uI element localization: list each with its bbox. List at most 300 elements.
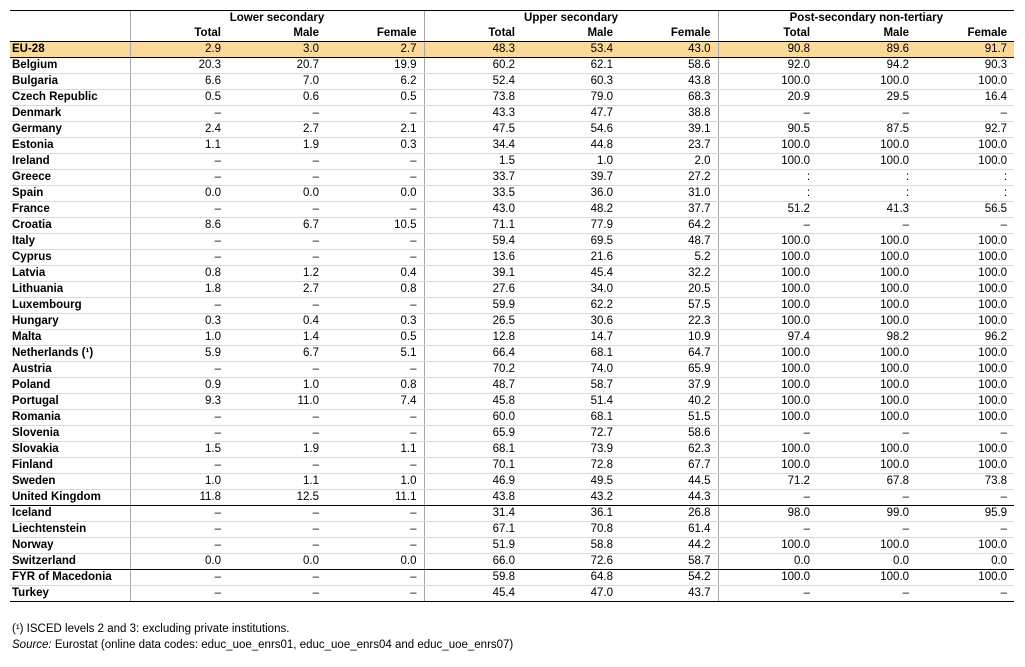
value-cell: 11.0 xyxy=(228,394,326,410)
value-cell: – xyxy=(718,426,817,442)
value-cell: 6.7 xyxy=(228,346,326,362)
value-cell: – xyxy=(228,170,326,186)
country-label: Norway xyxy=(10,538,130,554)
value-cell: 20.3 xyxy=(130,58,228,74)
value-cell: 27.6 xyxy=(424,282,522,298)
value-cell: – xyxy=(817,522,916,538)
value-cell: – xyxy=(817,106,916,122)
value-cell: 100.0 xyxy=(916,570,1014,586)
country-label: Liechtenstein xyxy=(10,522,130,538)
value-cell: 12.5 xyxy=(228,490,326,506)
value-cell: 44.3 xyxy=(620,490,718,506)
value-cell: 6.7 xyxy=(228,218,326,234)
value-cell: 10.9 xyxy=(620,330,718,346)
value-cell: 100.0 xyxy=(718,74,817,90)
corner-cell xyxy=(10,11,130,27)
value-cell: – xyxy=(718,490,817,506)
value-cell: 64.2 xyxy=(620,218,718,234)
country-label: Estonia xyxy=(10,138,130,154)
value-cell: 26.5 xyxy=(424,314,522,330)
value-cell: – xyxy=(916,106,1014,122)
country-label: Iceland xyxy=(10,506,130,522)
table-row xyxy=(10,394,1014,410)
value-cell: 0.0 xyxy=(130,554,228,570)
country-label: Czech Republic xyxy=(10,90,130,106)
value-cell: 45.8 xyxy=(424,394,522,410)
value-cell: 67.7 xyxy=(620,458,718,474)
value-cell: 43.8 xyxy=(620,74,718,90)
table-row xyxy=(10,346,1014,362)
value-cell: 8.6 xyxy=(130,218,228,234)
country-label: Cyprus xyxy=(10,250,130,266)
country-label: Bulgaria xyxy=(10,74,130,90)
value-cell: 100.0 xyxy=(817,74,916,90)
source-label: Source: xyxy=(12,639,52,651)
value-cell: 0.0 xyxy=(130,186,228,202)
value-cell: 38.8 xyxy=(620,106,718,122)
value-cell: 43.8 xyxy=(424,490,522,506)
value-cell: : xyxy=(718,170,817,186)
value-cell: 100.0 xyxy=(916,394,1014,410)
value-cell: 100.0 xyxy=(916,346,1014,362)
value-cell: 0.8 xyxy=(130,266,228,282)
value-cell: – xyxy=(326,362,424,378)
value-cell: 100.0 xyxy=(817,346,916,362)
country-label: United Kingdom xyxy=(10,490,130,506)
value-cell: 54.2 xyxy=(620,570,718,586)
table-row xyxy=(10,378,1014,394)
table-row xyxy=(10,250,1014,266)
value-cell: – xyxy=(326,538,424,554)
value-cell: 1.9 xyxy=(228,138,326,154)
value-cell: 100.0 xyxy=(718,442,817,458)
value-cell: 77.9 xyxy=(522,218,620,234)
col-header-female: Female xyxy=(916,26,1014,42)
value-cell: 100.0 xyxy=(916,74,1014,90)
value-cell: 64.7 xyxy=(620,346,718,362)
country-label: Turkey xyxy=(10,586,130,602)
value-cell: – xyxy=(326,154,424,170)
value-cell: 92.0 xyxy=(718,58,817,74)
value-cell: 20.7 xyxy=(228,58,326,74)
value-cell: 26.8 xyxy=(620,506,718,522)
table-row xyxy=(10,218,1014,234)
value-cell: 100.0 xyxy=(916,410,1014,426)
value-cell: – xyxy=(326,426,424,442)
value-cell: 1.0 xyxy=(130,474,228,490)
value-cell: 68.3 xyxy=(620,90,718,106)
table-row xyxy=(10,266,1014,282)
value-cell: – xyxy=(130,202,228,218)
value-cell: 47.0 xyxy=(522,586,620,602)
table-row xyxy=(10,410,1014,426)
value-cell: 61.4 xyxy=(620,522,718,538)
value-cell: 5.1 xyxy=(326,346,424,362)
group-header-lower-secondary: Lower secondary xyxy=(130,11,424,27)
value-cell: 41.3 xyxy=(817,202,916,218)
value-cell: 100.0 xyxy=(718,234,817,250)
value-cell: 47.7 xyxy=(522,106,620,122)
value-cell: 60.3 xyxy=(522,74,620,90)
value-cell: 89.6 xyxy=(817,42,916,58)
value-cell: 0.0 xyxy=(228,554,326,570)
table-row xyxy=(10,586,1014,602)
value-cell: 100.0 xyxy=(916,538,1014,554)
value-cell: 43.7 xyxy=(620,586,718,602)
value-cell: 100.0 xyxy=(817,154,916,170)
value-cell: 23.7 xyxy=(620,138,718,154)
value-cell: 0.0 xyxy=(817,554,916,570)
value-cell: 100.0 xyxy=(718,410,817,426)
value-cell: 53.4 xyxy=(522,42,620,58)
value-cell: 60.0 xyxy=(424,410,522,426)
value-cell: 34.0 xyxy=(522,282,620,298)
value-cell: – xyxy=(916,586,1014,602)
value-cell: 90.3 xyxy=(916,58,1014,74)
value-cell: 0.5 xyxy=(130,90,228,106)
value-cell: 43.0 xyxy=(424,202,522,218)
value-cell: 97.4 xyxy=(718,330,817,346)
value-cell: 1.2 xyxy=(228,266,326,282)
value-cell: 100.0 xyxy=(817,138,916,154)
value-cell: – xyxy=(228,522,326,538)
value-cell: 64.8 xyxy=(522,570,620,586)
table-row xyxy=(10,490,1014,506)
value-cell: 0.8 xyxy=(326,282,424,298)
value-cell: 1.4 xyxy=(228,330,326,346)
value-cell: 1.1 xyxy=(326,442,424,458)
value-cell: – xyxy=(130,298,228,314)
value-cell: 2.7 xyxy=(326,42,424,58)
value-cell: 100.0 xyxy=(817,410,916,426)
value-cell: 74.0 xyxy=(522,362,620,378)
col-header-male: Male xyxy=(228,26,326,42)
value-cell: 100.0 xyxy=(718,458,817,474)
value-cell: 45.4 xyxy=(522,266,620,282)
table-row xyxy=(10,570,1014,586)
country-label: EU-28 xyxy=(10,42,130,58)
col-header-male: Male xyxy=(522,26,620,42)
table-row xyxy=(10,426,1014,442)
value-cell: 14.7 xyxy=(522,330,620,346)
value-cell: 47.5 xyxy=(424,122,522,138)
value-cell: 36.1 xyxy=(522,506,620,522)
value-cell: 34.4 xyxy=(424,138,522,154)
country-label: Luxembourg xyxy=(10,298,130,314)
value-cell: 100.0 xyxy=(817,394,916,410)
value-cell: 31.0 xyxy=(620,186,718,202)
table-row xyxy=(10,538,1014,554)
value-cell: 56.5 xyxy=(916,202,1014,218)
value-cell: 1.5 xyxy=(130,442,228,458)
country-label: Slovenia xyxy=(10,426,130,442)
group-header-upper-secondary: Upper secondary xyxy=(424,11,718,27)
value-cell: 30.6 xyxy=(522,314,620,330)
country-label: Sweden xyxy=(10,474,130,490)
value-cell: 0.0 xyxy=(326,554,424,570)
table-row xyxy=(10,522,1014,538)
table-row xyxy=(10,298,1014,314)
value-cell: 11.8 xyxy=(130,490,228,506)
value-cell: 32.2 xyxy=(620,266,718,282)
value-cell: 0.0 xyxy=(718,554,817,570)
value-cell: – xyxy=(130,362,228,378)
value-cell: 100.0 xyxy=(916,442,1014,458)
value-cell: 100.0 xyxy=(817,362,916,378)
subheader-row xyxy=(10,26,1014,42)
value-cell: 16.4 xyxy=(916,90,1014,106)
value-cell: – xyxy=(718,522,817,538)
country-label: Portugal xyxy=(10,394,130,410)
value-cell: 73.8 xyxy=(916,474,1014,490)
value-cell: 51.4 xyxy=(522,394,620,410)
value-cell: 100.0 xyxy=(718,378,817,394)
value-cell: – xyxy=(718,218,817,234)
value-cell: 70.1 xyxy=(424,458,522,474)
value-cell: 2.7 xyxy=(228,122,326,138)
value-cell: – xyxy=(130,458,228,474)
value-cell: 100.0 xyxy=(916,314,1014,330)
value-cell: 1.1 xyxy=(130,138,228,154)
value-cell: 58.6 xyxy=(620,426,718,442)
value-cell: 96.2 xyxy=(916,330,1014,346)
country-label: Spain xyxy=(10,186,130,202)
value-cell: 43.0 xyxy=(620,42,718,58)
value-cell: – xyxy=(228,106,326,122)
value-cell: – xyxy=(326,250,424,266)
table-row xyxy=(10,202,1014,218)
value-cell: 0.9 xyxy=(130,378,228,394)
value-cell: 100.0 xyxy=(718,250,817,266)
value-cell: 73.9 xyxy=(522,442,620,458)
value-cell: 22.3 xyxy=(620,314,718,330)
value-cell: 1.9 xyxy=(228,442,326,458)
value-cell: 2.4 xyxy=(130,122,228,138)
value-cell: 39.1 xyxy=(424,266,522,282)
value-cell: 71.1 xyxy=(424,218,522,234)
value-cell: 67.8 xyxy=(817,474,916,490)
value-cell: 6.2 xyxy=(326,74,424,90)
value-cell: 100.0 xyxy=(916,138,1014,154)
value-cell: 48.2 xyxy=(522,202,620,218)
country-label: Croatia xyxy=(10,218,130,234)
value-cell: : xyxy=(916,170,1014,186)
value-cell: 59.9 xyxy=(424,298,522,314)
value-cell: 1.0 xyxy=(130,330,228,346)
value-cell: – xyxy=(817,218,916,234)
country-label: Latvia xyxy=(10,266,130,282)
table-row xyxy=(10,474,1014,490)
table-row xyxy=(10,362,1014,378)
value-cell: 51.2 xyxy=(718,202,817,218)
value-cell: 0.0 xyxy=(916,554,1014,570)
value-cell: 67.1 xyxy=(424,522,522,538)
value-cell: 94.2 xyxy=(817,58,916,74)
value-cell: 98.2 xyxy=(817,330,916,346)
value-cell: 20.5 xyxy=(620,282,718,298)
value-cell: 0.3 xyxy=(326,138,424,154)
value-cell: 62.1 xyxy=(522,58,620,74)
value-cell: 0.0 xyxy=(228,186,326,202)
col-header-female: Female xyxy=(620,26,718,42)
value-cell: 62.2 xyxy=(522,298,620,314)
country-label: Greece xyxy=(10,170,130,186)
value-cell: 0.5 xyxy=(326,330,424,346)
value-cell: 12.8 xyxy=(424,330,522,346)
value-cell: – xyxy=(228,586,326,602)
value-cell: 100.0 xyxy=(817,442,916,458)
value-cell: 58.6 xyxy=(620,58,718,74)
value-cell: 100.0 xyxy=(916,458,1014,474)
value-cell: – xyxy=(130,538,228,554)
value-cell: 31.4 xyxy=(424,506,522,522)
country-label: Romania xyxy=(10,410,130,426)
value-cell: 19.9 xyxy=(326,58,424,74)
col-header-total: Total xyxy=(718,26,817,42)
value-cell: – xyxy=(228,154,326,170)
value-cell: 100.0 xyxy=(718,282,817,298)
value-cell: – xyxy=(228,506,326,522)
value-cell: 48.3 xyxy=(424,42,522,58)
value-cell: 100.0 xyxy=(916,378,1014,394)
country-label: Netherlands (¹) xyxy=(10,346,130,362)
value-cell: 37.9 xyxy=(620,378,718,394)
value-cell: – xyxy=(228,250,326,266)
table-row xyxy=(10,186,1014,202)
country-label: Finland xyxy=(10,458,130,474)
value-cell: – xyxy=(326,170,424,186)
col-header-female: Female xyxy=(326,26,424,42)
country-label: Poland xyxy=(10,378,130,394)
value-cell: – xyxy=(130,154,228,170)
value-cell: – xyxy=(130,170,228,186)
value-cell: – xyxy=(228,202,326,218)
value-cell: 44.2 xyxy=(620,538,718,554)
country-label: Denmark xyxy=(10,106,130,122)
table-row xyxy=(10,170,1014,186)
value-cell: : xyxy=(718,186,817,202)
table-row xyxy=(10,458,1014,474)
country-label: Germany xyxy=(10,122,130,138)
value-cell: – xyxy=(916,522,1014,538)
footnote: (¹) ISCED levels 2 and 3: excluding private institutions. xyxy=(12,623,290,635)
value-cell: 65.9 xyxy=(620,362,718,378)
value-cell: 27.2 xyxy=(620,170,718,186)
value-cell: 68.1 xyxy=(522,346,620,362)
value-cell: 100.0 xyxy=(718,154,817,170)
value-cell: – xyxy=(718,106,817,122)
table-row xyxy=(10,442,1014,458)
value-cell: 5.2 xyxy=(620,250,718,266)
col-header-total: Total xyxy=(424,26,522,42)
value-cell: 100.0 xyxy=(817,378,916,394)
value-cell: – xyxy=(228,458,326,474)
value-cell: : xyxy=(916,186,1014,202)
value-cell: 100.0 xyxy=(817,538,916,554)
value-cell: 100.0 xyxy=(718,538,817,554)
value-cell: 0.3 xyxy=(130,314,228,330)
country-label: France xyxy=(10,202,130,218)
table-row xyxy=(10,122,1014,138)
value-cell: 2.7 xyxy=(228,282,326,298)
value-cell: 29.5 xyxy=(817,90,916,106)
value-cell: 2.0 xyxy=(620,154,718,170)
value-cell: 3.0 xyxy=(228,42,326,58)
value-cell: 2.9 xyxy=(130,42,228,58)
group-header-post-secondary: Post-secondary non-tertiary xyxy=(718,11,1014,27)
value-cell: 100.0 xyxy=(718,394,817,410)
value-cell: 58.7 xyxy=(620,554,718,570)
value-cell: – xyxy=(916,218,1014,234)
value-cell: 57.5 xyxy=(620,298,718,314)
value-cell: 33.7 xyxy=(424,170,522,186)
value-cell: – xyxy=(326,234,424,250)
value-cell: 100.0 xyxy=(916,298,1014,314)
value-cell: – xyxy=(130,106,228,122)
value-cell: 51.5 xyxy=(620,410,718,426)
value-cell: – xyxy=(228,570,326,586)
country-label: Malta xyxy=(10,330,130,346)
value-cell: 100.0 xyxy=(718,362,817,378)
value-cell: 10.5 xyxy=(326,218,424,234)
value-cell: 100.0 xyxy=(718,266,817,282)
value-cell: 65.9 xyxy=(424,426,522,442)
table-row xyxy=(10,58,1014,74)
value-cell: 70.2 xyxy=(424,362,522,378)
value-cell: – xyxy=(326,106,424,122)
value-cell: : xyxy=(817,186,916,202)
value-cell: 39.7 xyxy=(522,170,620,186)
value-cell: 2.1 xyxy=(326,122,424,138)
value-cell: 100.0 xyxy=(817,266,916,282)
group-header-row xyxy=(10,11,1014,27)
value-cell: : xyxy=(817,170,916,186)
value-cell: – xyxy=(817,586,916,602)
table-row xyxy=(10,138,1014,154)
value-cell: 13.6 xyxy=(424,250,522,266)
col-header-male: Male xyxy=(817,26,916,42)
value-cell: – xyxy=(817,426,916,442)
value-cell: 100.0 xyxy=(817,298,916,314)
table-row xyxy=(10,330,1014,346)
value-cell: – xyxy=(718,586,817,602)
value-cell: 20.9 xyxy=(718,90,817,106)
value-cell: 90.8 xyxy=(718,42,817,58)
value-cell: 0.4 xyxy=(326,266,424,282)
value-cell: – xyxy=(326,586,424,602)
value-cell: 49.5 xyxy=(522,474,620,490)
value-cell: 58.7 xyxy=(522,378,620,394)
source-line xyxy=(12,637,513,653)
country-label: Slovakia xyxy=(10,442,130,458)
value-cell: – xyxy=(228,538,326,554)
value-cell: 9.3 xyxy=(130,394,228,410)
value-cell: 71.2 xyxy=(718,474,817,490)
value-cell: 44.5 xyxy=(620,474,718,490)
value-cell: 6.6 xyxy=(130,74,228,90)
value-cell: 5.9 xyxy=(130,346,228,362)
value-cell: 59.8 xyxy=(424,570,522,586)
value-cell: 1.0 xyxy=(522,154,620,170)
table-row xyxy=(10,234,1014,250)
country-label: Belgium xyxy=(10,58,130,74)
corner-cell xyxy=(10,26,130,42)
value-cell: 68.1 xyxy=(522,410,620,426)
table-row xyxy=(10,154,1014,170)
value-cell: 7.4 xyxy=(326,394,424,410)
value-cell: 0.3 xyxy=(326,314,424,330)
table-row xyxy=(10,106,1014,122)
